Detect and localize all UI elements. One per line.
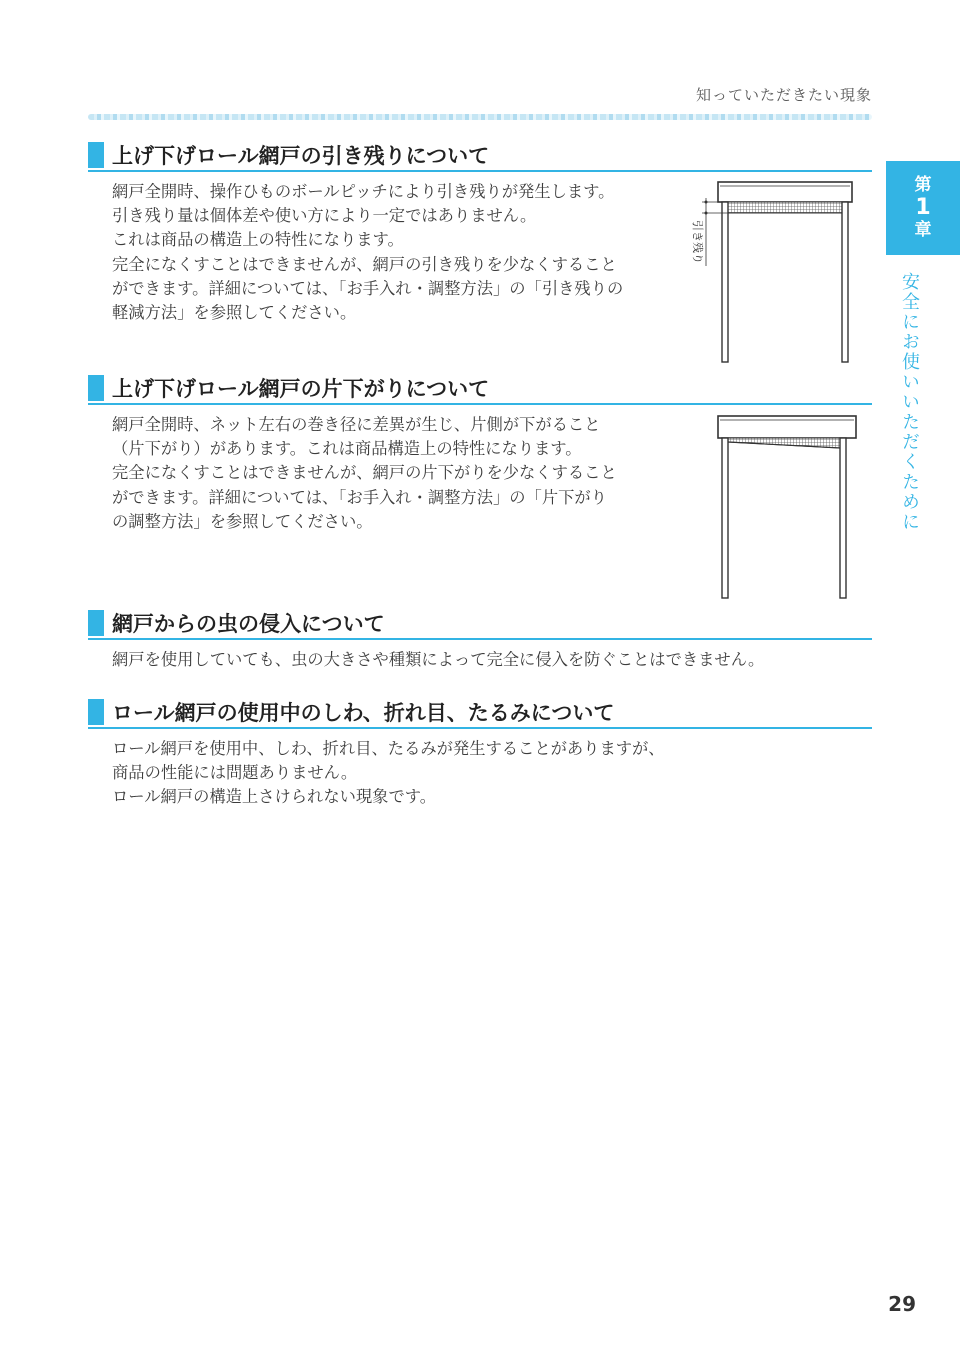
section-title: 網戸からの虫の侵入について — [112, 612, 385, 636]
body-line: の調整方法」を参照してください。 — [112, 511, 373, 531]
chapter-tab — [886, 161, 960, 255]
katasagari-diagram — [712, 412, 862, 602]
left-rail — [722, 202, 728, 362]
section-body — [112, 648, 872, 672]
page-number: 29 — [888, 1292, 916, 1316]
section-heading — [88, 697, 872, 729]
chapter-prefix: 第 — [914, 174, 932, 195]
body-line: 網戸全開時、操作ひものボールピッチにより引き残りが発生します。 — [112, 182, 615, 201]
body-line: 引き残り量は個体差や使い方により一定ではありません。 — [112, 206, 537, 226]
body-line: これは商品の構造上の特性になります。 — [112, 230, 404, 250]
section-title: ロール網戸の使用中のしわ、折れ目、たるみについて — [112, 701, 615, 725]
heading-marker — [88, 375, 104, 401]
body-line: 商品の性能には問題ありません。 — [112, 763, 358, 783]
body-line: 網戸全開時、ネット左右の巻き径に差異が生じ、片側が下がること — [112, 415, 601, 434]
roll-box — [718, 416, 856, 438]
header-divider — [88, 114, 872, 120]
body-line: ロール網戸の構造上さけられない現象です。 — [112, 787, 436, 807]
right-rail — [840, 438, 846, 598]
residual-net — [728, 202, 842, 213]
heading-marker — [88, 142, 104, 168]
hikinokori-label: 引き残り — [691, 220, 704, 264]
body-line: （片下がり）があります。これは商品構造上の特性になります。 — [112, 439, 582, 459]
hikinokori-diagram — [680, 176, 860, 368]
body-line: 完全になくすことはできませんが、網戸の引き残りを少なくすること — [112, 254, 617, 274]
chapter-suffix: 章 — [914, 219, 932, 240]
section-heading — [88, 608, 872, 640]
body-line: ロール網戸を使用中、しわ、折れ目、たるみが発生することがありますが、 — [112, 739, 665, 758]
chapter-side-title: 安全にお使いいただくために — [899, 272, 920, 532]
chapter-number: 1 — [915, 195, 931, 221]
section-body — [112, 737, 872, 810]
section-heading — [88, 373, 872, 405]
section-wrinkles — [88, 697, 872, 810]
body-line: 網戸を使用していても、虫の大きさや種類によって完全に侵入を防ぐことはできません。 — [112, 650, 765, 669]
left-rail — [722, 438, 728, 598]
body-line: ができます。詳細については、「お手入れ・調整方法」の「引き残りの — [112, 278, 624, 298]
section-heading — [88, 140, 872, 172]
body-line: ができます。詳細については、「お手入れ・調整方法」の「片下がり — [112, 487, 607, 507]
body-line: 軽減方法」を参照してください。 — [112, 303, 357, 323]
roll-box — [718, 182, 852, 202]
running-header-title: 知っていただきたい現象 — [695, 86, 872, 104]
heading-marker — [88, 610, 104, 636]
body-line: 完全になくすことはできませんが、網戸の片下がりを少なくすること — [112, 463, 617, 483]
section-title: 上げ下げロール網戸の片下がりについて — [112, 377, 490, 401]
section-insects — [88, 608, 872, 672]
right-rail — [842, 202, 848, 362]
heading-marker — [88, 699, 104, 725]
section-title: 上げ下げロール網戸の引き残りについて — [112, 144, 490, 168]
